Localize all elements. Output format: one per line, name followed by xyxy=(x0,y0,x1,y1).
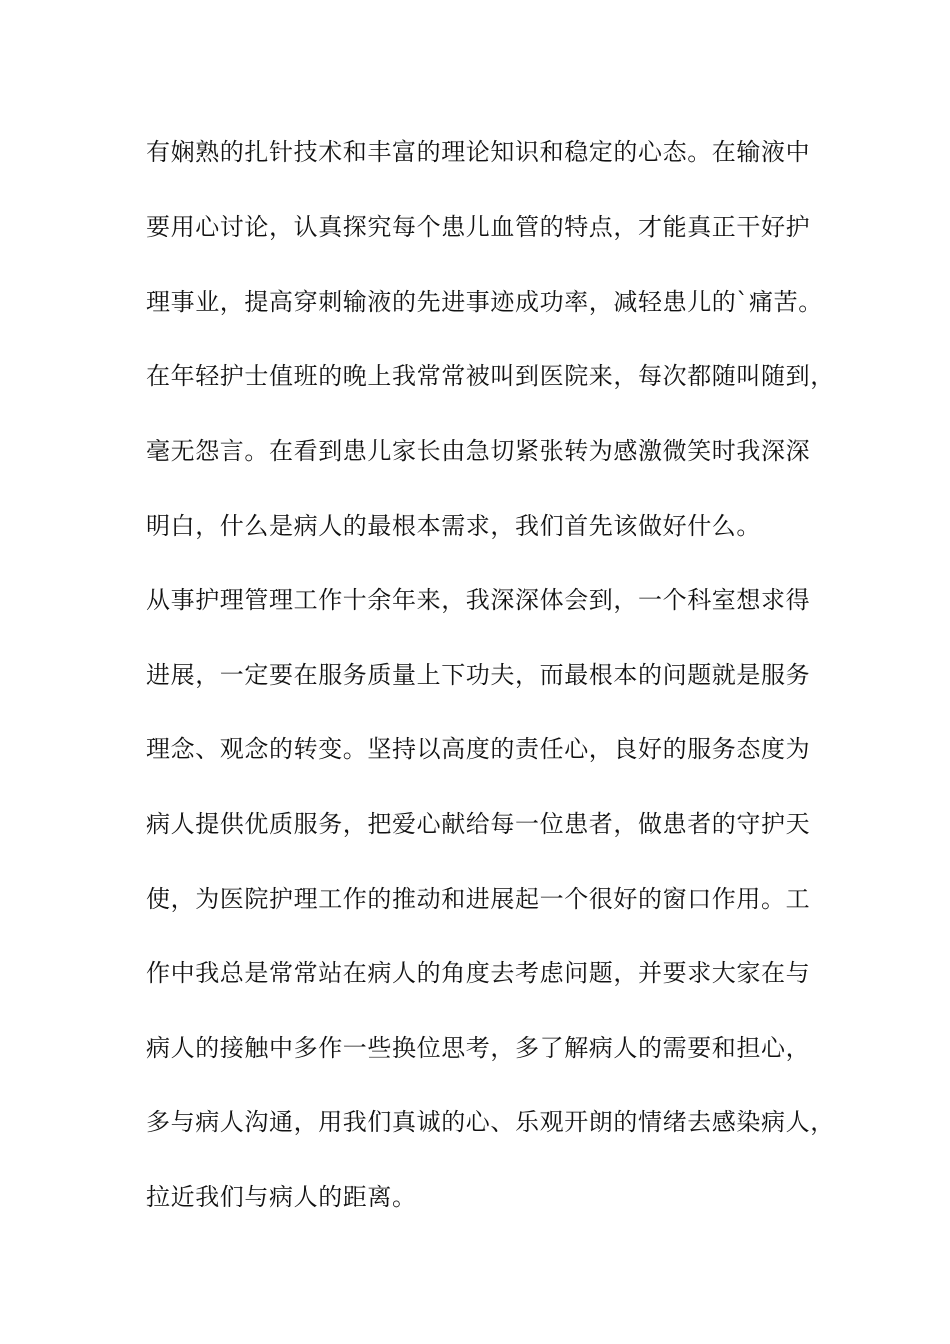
text-line: 病人的接触中多作一些换位思考，多了解病人的需要和担心， xyxy=(146,1034,811,1062)
text-line: 多与病人沟通，用我们真诚的心、乐观开朗的情绪去感染病人， xyxy=(146,1108,835,1136)
text-line: 理念、观念的转变。坚持以高度的责任心，良好的服务态度为 xyxy=(146,735,811,763)
text-line: 从事护理管理工作十余年来，我深深体会到，一个科室想求得 xyxy=(146,586,811,614)
text-line: 有娴熟的扎针技术和丰富的理论知识和稳定的心态。在输液中 xyxy=(146,138,811,166)
text-line: 要用心讨论，认真探究每个患儿血管的特点，才能真正干好护 xyxy=(146,213,811,241)
text-line: 病人提供优质服务，把爱心献给每一位患者，做患者的守护天 xyxy=(146,810,811,838)
text-line: 明白，什么是病人的最根本需求，我们首先该做好什么。 xyxy=(146,512,761,540)
text-line: 使，为医院护理工作的推动和进展起一个很好的窗口作用。工 xyxy=(146,885,811,913)
text-line: 拉近我们与病人的距离。 xyxy=(146,1183,417,1211)
text-line: 理事业，提高穿刺输液的先进事迹成功率，减轻患儿的`痛苦。 xyxy=(146,288,823,316)
text-line: 进展，一定要在服务质量上下功夫，而最根本的问题就是服务 xyxy=(146,661,811,689)
text-line: 在年轻护士值班的晚上我常常被叫到医院来，每次都随叫随到， xyxy=(146,362,835,390)
text-line: 作中我总是常常站在病人的角度去考虑问题，并要求大家在与 xyxy=(146,959,811,987)
text-line: 毫无怨言。在看到患儿家长由急切紧张转为感激微笑时我深深 xyxy=(146,437,811,465)
